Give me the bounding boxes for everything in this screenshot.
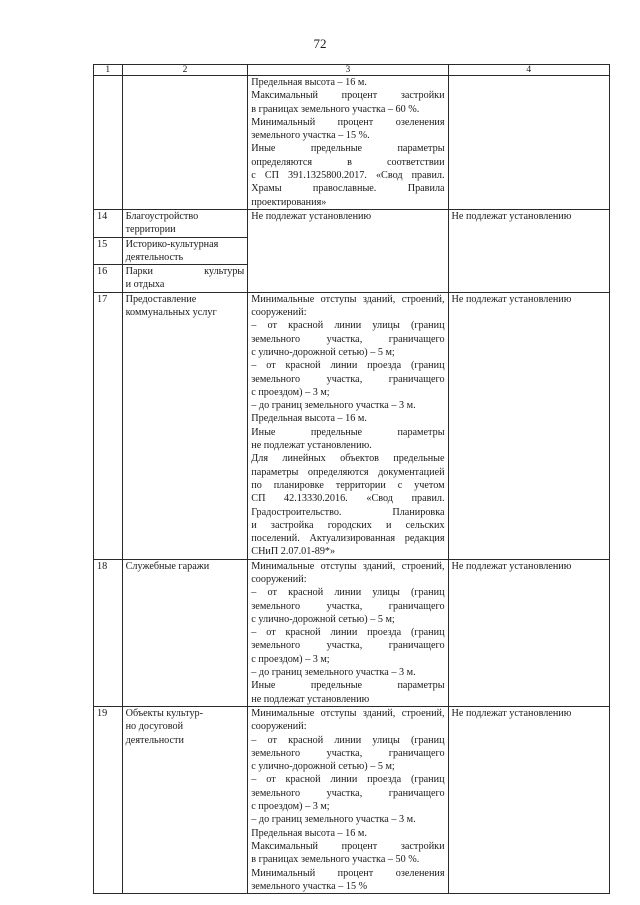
land-use-name-cell — [122, 559, 248, 706]
table-row — [94, 706, 610, 893]
text-line: Минимальный процент озеленения — [251, 116, 445, 128]
text-line: с проездом) – 3 м; — [251, 386, 330, 398]
text-line: не подлежат установлению. — [251, 440, 372, 452]
other-restrictions-cell — [448, 559, 609, 706]
text-line: с проездом) – 3 м; — [251, 653, 330, 665]
row-number: 16 — [94, 265, 123, 293]
parameters-cell — [248, 76, 448, 210]
text-line: СП 42.13330.2016. «Свод правил. — [251, 493, 445, 505]
text-line: – от красной линии улицы (границ — [251, 587, 445, 599]
text-line: сооружений: — [251, 721, 307, 733]
row-number — [94, 76, 123, 210]
table-row — [94, 292, 610, 559]
text-line: земельного участка – 15 % — [251, 880, 368, 892]
text-line: деятельности — [125, 734, 184, 746]
text-line: Иные предельные параметры — [251, 426, 445, 438]
text-line: территории — [125, 224, 176, 236]
text-line: – от красной линии улицы (границ — [251, 734, 445, 746]
text-line: – от красной линии улицы (границ — [251, 320, 445, 332]
land-use-name-cell — [122, 237, 248, 265]
text-line: Предельная высота – 16 м. — [251, 827, 367, 839]
text-line: земельного участка, граничащего — [251, 747, 445, 759]
text-line: Предельная высота – 16 м. — [251, 77, 367, 88]
land-use-name-cell — [122, 292, 248, 559]
regulations-table — [93, 64, 610, 894]
text-line: – до границ земельного участка – 3 м. — [251, 400, 416, 412]
table-row — [94, 559, 610, 706]
row-number: 19 — [94, 706, 123, 893]
text-line: деятельность — [125, 251, 184, 263]
parameters-cell — [248, 209, 448, 292]
text-line: Парки культуры — [125, 266, 245, 278]
column-header: 4 — [448, 65, 609, 76]
other-restrictions-cell — [448, 209, 609, 292]
text-line: Не подлежат установлению — [451, 560, 572, 572]
page-number: 72 — [313, 36, 327, 51]
text-line: Максимальный процент застройки — [251, 90, 445, 102]
other-restrictions-cell — [448, 76, 609, 210]
text-line: но досуговой — [125, 721, 184, 733]
text-line: параметры определяются документацией — [251, 466, 445, 478]
text-line: земельного участка, граничащего — [251, 787, 445, 799]
text-line: Минимальные отступы зданий, строений, — [251, 293, 445, 305]
text-line: – от красной линии проезда (границ — [251, 627, 445, 639]
row-number: 14 — [94, 209, 123, 237]
text-line: Не подлежат установлению — [451, 210, 572, 222]
parameters-cell — [248, 559, 448, 706]
text-line: по планировке территории с учетом — [251, 479, 445, 491]
text-line: Иные предельные параметры — [251, 143, 445, 155]
column-header: 1 — [94, 65, 123, 76]
text-line: Предельная высота – 16 м. — [251, 413, 367, 425]
text-line: Не подлежат установлению — [451, 293, 572, 305]
table-row — [94, 76, 610, 210]
text-line: Минимальные отступы зданий, строений, — [251, 707, 445, 719]
text-line: Не подлежат установлению — [451, 707, 572, 719]
text-line: – до границ земельного участка – 3 м. — [251, 814, 416, 826]
text-line: Объекты культур- — [125, 707, 204, 719]
table-header-row — [94, 65, 610, 76]
text-line: Максимальный процент застройки — [251, 840, 445, 852]
text-line: в границах земельного участка – 50 %. — [251, 854, 420, 866]
text-line: – до границ земельного участка – 3 м. — [251, 667, 416, 679]
text-line: земельного участка, граничащего — [251, 640, 445, 652]
text-line: СНиП 2.07.01-89*» — [251, 546, 336, 558]
row-number: 18 — [94, 559, 123, 706]
text-line: в границах земельного участка – 60 %. — [251, 103, 420, 115]
text-line: Не подлежат установлению — [251, 210, 372, 222]
text-line: Историко-культурная — [125, 238, 219, 250]
land-use-name-cell — [122, 265, 248, 293]
text-line: Минимальный процент озеленения — [251, 867, 445, 879]
text-line: Для линейных объектов предельные — [251, 453, 445, 465]
row-number: 15 — [94, 237, 123, 265]
text-line: – от красной линии проезда (границ — [251, 774, 445, 786]
text-line: Предоставление — [125, 293, 197, 305]
text-line: сооружений: — [251, 307, 307, 319]
text-line: с улично-дорожной сетью) – 5 м; — [251, 761, 395, 773]
text-line: с улично-дорожной сетью) – 5 м; — [251, 613, 395, 625]
land-use-name-cell — [122, 209, 248, 237]
text-line: определяются в соответствии — [251, 156, 445, 168]
text-line: не подлежат установлению — [251, 693, 370, 705]
parameters-cell — [248, 706, 448, 893]
text-line: с СП 391.1325800.2017. «Свод правил. — [251, 170, 445, 182]
text-line: сооружений: — [251, 573, 307, 585]
text-line: с улично-дорожной сетью) – 5 м; — [251, 346, 395, 358]
text-line: Иные предельные параметры — [251, 680, 445, 692]
text-line: Благоустройство — [125, 210, 199, 222]
text-line: земельного участка, граничащего — [251, 600, 445, 612]
land-use-name-cell — [122, 76, 248, 210]
text-line: Градостроительство. Планировка — [251, 506, 445, 518]
text-line: проектирования» — [251, 196, 327, 208]
text-line: земельного участка – 15 %. — [251, 130, 370, 142]
text-line: земельного участка, граничащего — [251, 333, 445, 345]
row-number: 17 — [94, 292, 123, 559]
text-line: и застройка городских и сельских — [251, 519, 445, 531]
text-line: Минимальные отступы зданий, строений, — [251, 560, 445, 572]
text-line: Храмы православные. Правила — [251, 183, 445, 195]
text-line: – от красной линии проезда (границ — [251, 360, 445, 372]
column-header: 3 — [248, 65, 448, 76]
text-line: коммунальных услуг — [125, 307, 217, 319]
column-header: 2 — [122, 65, 248, 76]
text-line: с проездом) – 3 м; — [251, 801, 330, 813]
other-restrictions-cell — [448, 706, 609, 893]
text-line: земельного участка, граничащего — [251, 373, 445, 385]
parameters-cell — [248, 292, 448, 559]
text-line: и отдыха — [125, 279, 165, 291]
text-line: Служебные гаражи — [125, 560, 210, 572]
table-row — [94, 209, 610, 237]
other-restrictions-cell — [448, 292, 609, 559]
land-use-name-cell — [122, 706, 248, 893]
text-line: поселений. Актуализированная редакция — [251, 533, 445, 545]
